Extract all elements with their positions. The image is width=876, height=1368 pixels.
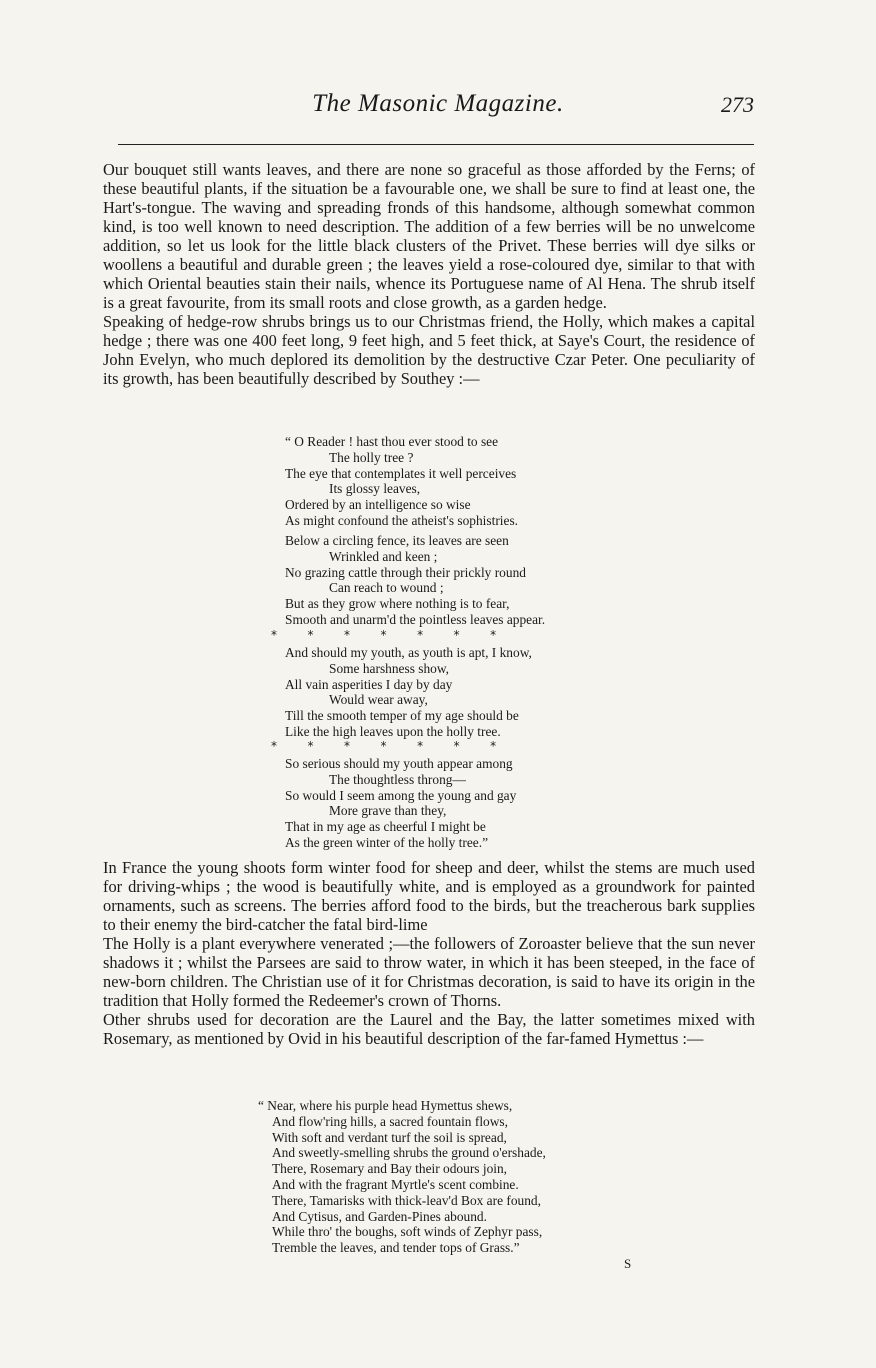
poem-line: The holly tree ?	[329, 449, 414, 465]
poem-line: So serious should my youth appear among	[285, 756, 513, 771]
poem-line: That in my age as cheerful I might be	[285, 819, 486, 835]
poem-line: All vain asperities I day by day	[285, 676, 453, 692]
poem-line: “ O Reader ! hast thou ever stood to see	[285, 434, 499, 449]
poem-line: Some harshness show,	[329, 660, 450, 676]
poem-line: As the green winter of the holly tree.”	[285, 834, 489, 850]
poem-line: Smooth and unarm'd the pointless leaves appear.	[285, 611, 546, 627]
poem-line: Like the high leaves upon the holly tree.	[285, 723, 501, 739]
poem-line: Below a circling fence, its leaves are seen	[285, 533, 509, 548]
poem-line: And flow'ring hills, a sacred fountain flows,	[272, 1113, 508, 1129]
poem-line: As might confound the atheist's sophistries.	[285, 512, 519, 528]
poem-line: Ordered by an intelligence so wise	[285, 497, 471, 513]
poem-line: No grazing cattle through their prickly round	[285, 564, 526, 580]
poem-line: Tremble the leaves, and tender tops of Grass.”	[272, 1240, 520, 1256]
poem-line: The eye that contemplates it well perceives	[285, 465, 517, 481]
prose-block-middle	[103, 858, 755, 1048]
page-header	[0, 90, 876, 130]
paragraph-venerated: The Holly is a plant everywhere venerated ;—the followers of Zoroaster believe that the sun never shadows it ; whilst the Parsees are said to throw water, in which it has been steeped, in the face of new-born children. The Christian use of it for Christmas decoration, is said to have its origin in the tradition that Holly formed the Redeemer's crown of Thorns.	[103, 934, 755, 1010]
poem-line: Till the smooth temper of my age should be	[285, 708, 519, 724]
paragraph-france: In France the young shoots form winter food for sheep and deer, whilst the stems are much used for driving-whips ; the wood is beautifully white, and is employed as a groundwork for painted ornaments, such as screens. The berries afford food to the birds, but the treacherous bark supplies to their enemy the bird-catcher the fatal bird-lime	[103, 858, 755, 934]
asterism-divider: * * * * * * *	[271, 739, 497, 753]
poem-line: While thro' the boughs, soft winds of Zephyr pass,	[272, 1224, 543, 1240]
poem-line: And with the fragrant Myrtle's scent combine.	[272, 1176, 519, 1192]
running-title: The Masonic Magazine.	[312, 90, 564, 117]
poem-ovid	[258, 1098, 546, 1256]
poem-line: The thoughtless throng—	[329, 771, 466, 787]
poem-line: With soft and verdant turf the soil is spread,	[272, 1129, 507, 1145]
poem-southey-stanza-4	[285, 756, 516, 851]
signature-mark: S	[624, 1256, 632, 1271]
header-rule	[118, 144, 754, 145]
paragraph-holly: Speaking of hedge-row shrubs brings us to our Christmas friend, the Holly, which makes a capital hedge ; there was one 400 feet long, 9 feet high, and 5 feet thick, at Saye's Court, the residence of John Evelyn, who much deplored its demolition by the destructive Czar Peter. One peculiarity of its growth, has been beautifully described by Southey :—	[103, 312, 755, 388]
poem-line: There, Tamarisks with thick-leav'd Box are found,	[272, 1192, 541, 1208]
page-number: 273	[721, 92, 754, 117]
poem-line: Its glossy leaves,	[329, 481, 421, 497]
poem-line: There, Rosemary and Bay their odours join,	[272, 1161, 508, 1177]
asterism-divider: * * * * * * *	[271, 628, 497, 642]
poem-line: Can reach to wound ;	[329, 580, 444, 596]
poem-southey-stanza-3	[285, 645, 532, 740]
poem-line: Wrinkled and keen ;	[329, 548, 438, 564]
poem-line: And sweetly-smelling shrubs the ground o'ershade,	[272, 1145, 546, 1161]
paragraph-ferns: Our bouquet still wants leaves, and there are none so graceful as those afforded by the Ferns; of these beautiful plants, if the situation be a favourable one, we shall be sure to find at least one, the Hart's-tongue. The waving and spreading fronds of this handsome, although somewhat common kind, is too well known to need description. The addition of a few berries will be no unwelcome addition, so let us look for the little black clusters of the Privet. These berries will dye silks or woollens a beautiful and durable green ; the leaves yield a rose-coloured dye, similar to that with which Oriental beauties stain their nails, whence its Portuguese name of Al Hena. The shrub itself is a great favourite, from its small roots and close growth, as a garden hedge.	[103, 160, 755, 312]
poem-line: And should my youth, as youth is apt, I know,	[285, 645, 532, 660]
poem-southey-stanza-1	[285, 434, 518, 529]
poem-line: More grave than they,	[329, 803, 447, 819]
prose-block-top	[103, 160, 755, 388]
poem-line: And Cytisus, and Garden-Pines abound.	[272, 1208, 487, 1224]
poem-southey-stanza-2	[285, 533, 545, 628]
poem-line: “ Near, where his purple head Hymettus shews,	[258, 1098, 513, 1113]
poem-line: But as they grow where nothing is to fear,	[285, 596, 510, 612]
poem-line: So would I seem among the young and gay	[285, 787, 517, 803]
poem-line: Would wear away,	[329, 692, 428, 708]
paragraph-other-shrubs: Other shrubs used for decoration are the Laurel and the Bay, the latter sometimes mixed with Rosemary, as mentioned by Ovid in his beautiful description of the far-famed Hymettus :—	[103, 1010, 755, 1048]
